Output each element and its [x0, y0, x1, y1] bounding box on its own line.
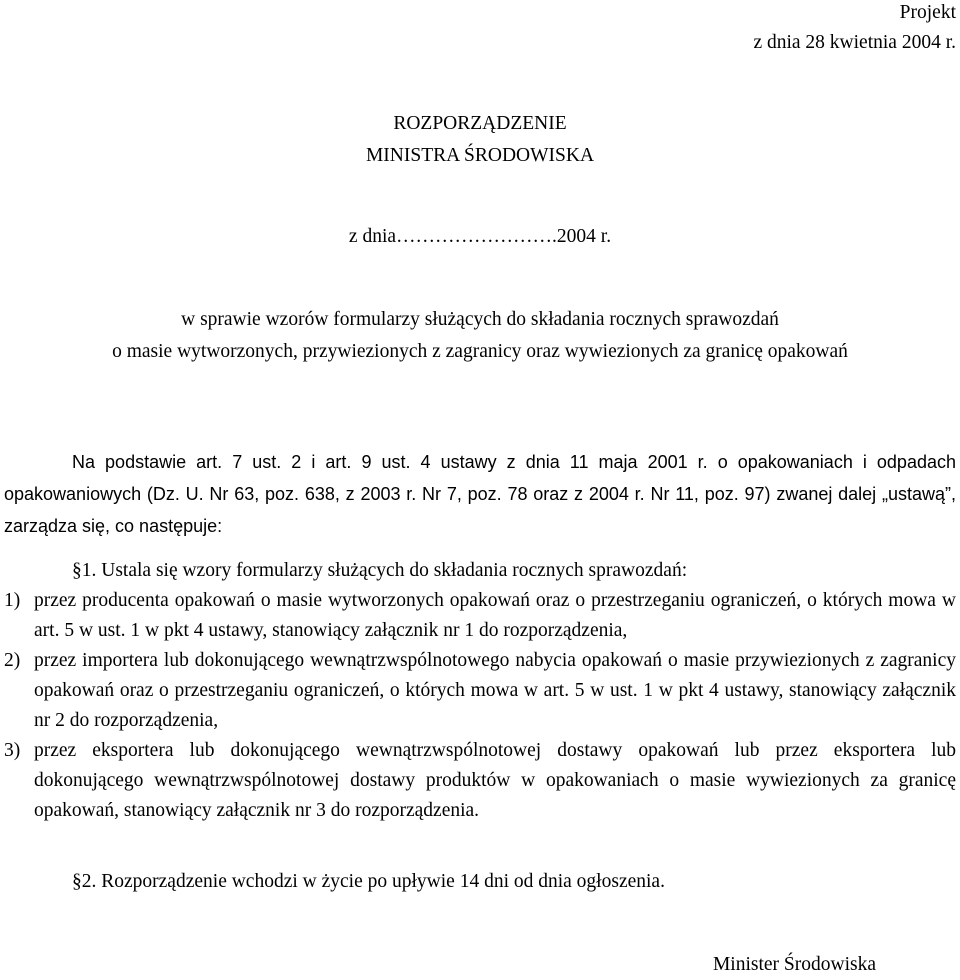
- regulation-subject: [0, 304, 960, 368]
- header-block: [753, 0, 956, 58]
- paragraph-2: §2. Rozporządzenie wchodzi w życie po upływie 14 dni od dnia ogłoszenia.: [72, 871, 665, 892]
- list-item-number: 1): [4, 590, 21, 611]
- list-item-text: przez producenta opakowań o masie wytworzonych opakowań oraz o przestrzeganiu ograniczeń, o których mowa w art. 5 w ust. 1 w pkt 4 ustawy, stanowiący załącznik nr 1 do rozporządzenia,: [34, 590, 956, 641]
- signature: Minister Środowiska: [712, 954, 876, 975]
- title-line-1: ROZPORZĄDZENIE: [393, 113, 567, 134]
- list-item-text: przez eksportera lub dokonującego wewnątrzwspólnotowej dostawy opakowań lub przez eksportera lub dokonującego wewnątrzwspólnotowej dostawy produktów w opakowaniach o masie wywiezionych za granicę opakowań, stanowiący załącznik nr 3 do rozporządzenia.: [34, 740, 956, 821]
- regulation-date: z dnia…………………….2004 r.: [348, 226, 612, 247]
- list-item-number: 2): [4, 650, 21, 671]
- title-line-2: MINISTRA ŚRODOWISKA: [365, 145, 595, 166]
- intro-text: Na podstawie art. 7 ust. 2 i art. 9 ust. 4 ustawy z dnia 11 maja 2001 r. o opakowaniach i odpadach opakowaniowych (Dz. U. Nr 63, poz. 638, z 2003 r. Nr 7, poz. 78 oraz z 2004 r. Nr 11, poz. 97) zwanej dalej „ustawą”, zarządza się, co następuje:: [4, 452, 956, 536]
- draft-status: Projekt: [899, 2, 956, 23]
- list-item: [4, 586, 956, 646]
- legal-basis-intro: [4, 446, 956, 542]
- list-item-text: przez importera lub dokonującego wewnątrzwspólnotowego nabycia opakowań o masie przywiezionych z zagranicy opakowań oraz o przestrzeganiu ograniczeń, o których mowa w art. 5 w ust. 1 w pkt 4 ustawy, stanowiący załącznik nr 2 do rozporządzenia,: [34, 650, 956, 731]
- list-item: [4, 736, 956, 826]
- paragraph-1-lead: §1. Ustala się wzory formularzy służących do składania rocznych sprawozdań:: [72, 560, 688, 581]
- paragraph-1: [4, 556, 956, 826]
- list-item-number: 3): [4, 740, 21, 761]
- subject-line-2: o masie wytworzonych, przywiezionych z zagranicy oraz wywiezionych za granicę opakowań: [112, 341, 848, 362]
- subject-line-1: w sprawie wzorów formularzy służących do składania rocznych sprawozdań: [181, 309, 779, 330]
- list-item: [4, 646, 956, 736]
- document-title: [0, 108, 960, 172]
- draft-date: z dnia 28 kwietnia 2004 r.: [753, 32, 956, 53]
